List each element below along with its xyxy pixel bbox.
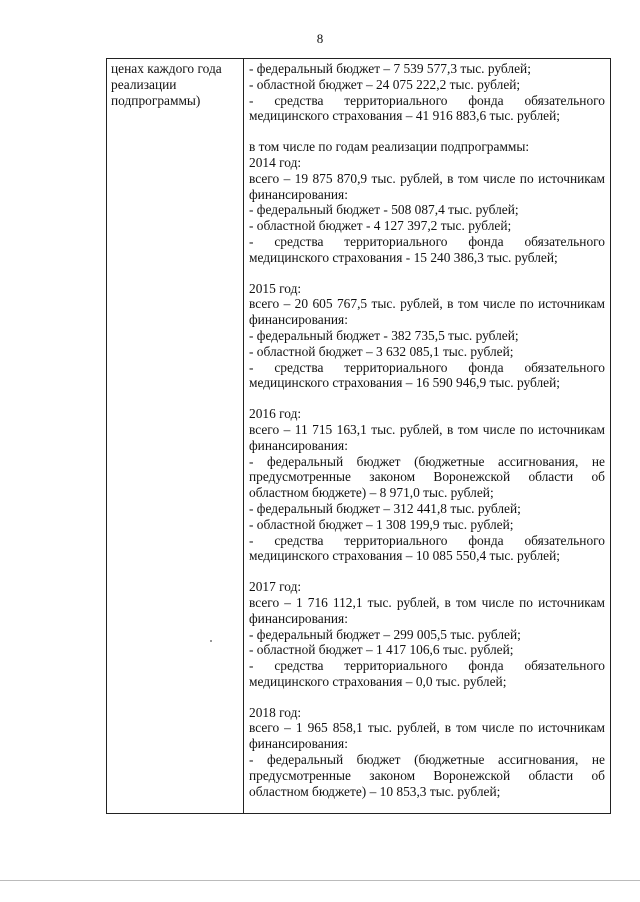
text-line: всего – 19 875 870,9 тыс. рублей, в том числе по источникам bbox=[249, 170, 605, 186]
text-line: финансирования: bbox=[249, 437, 348, 453]
text-line: медицинского страхования – 16 590 946,9 тыс. рублей; bbox=[249, 375, 560, 391]
text-line: - средства территориального фонда обязательного bbox=[249, 233, 605, 249]
text-line: финансирования: bbox=[249, 736, 348, 752]
text-line: 2016 год: bbox=[249, 406, 302, 422]
text-line: - федеральный бюджет (бюджетные ассигнования, не bbox=[249, 453, 605, 469]
table-row bbox=[107, 59, 611, 814]
text-line: предусмотренные законом Воронежской области об bbox=[249, 469, 605, 485]
text-line: - федеральный бюджет (бюджетные ассигнования, не bbox=[249, 752, 605, 768]
year-block bbox=[249, 281, 605, 392]
funding-table bbox=[106, 58, 611, 814]
text-line: - федеральный бюджет – 299 005,5 тыс. рублей; bbox=[249, 626, 521, 642]
year-block bbox=[249, 705, 605, 800]
text-line: - федеральный бюджет - 508 087,4 тыс. рублей; bbox=[249, 202, 519, 218]
text-line: - областной бюджет – 3 632 085,1 тыс. рублей; bbox=[249, 343, 514, 359]
page-number: 8 bbox=[316, 31, 324, 46]
text-line: 2014 год: bbox=[249, 154, 302, 170]
table-cell-label bbox=[107, 59, 244, 814]
text-line: финансирования: bbox=[249, 186, 348, 202]
text-line: - средства территориального фонда обязательного bbox=[249, 532, 605, 548]
text-line: медицинского страхования - 15 240 386,3 тыс. рублей; bbox=[249, 249, 558, 265]
text-line: медицинского страхования – 10 085 550,4 тыс. рублей; bbox=[249, 548, 560, 564]
page-bottom-rule bbox=[0, 880, 640, 881]
text-line: - областной бюджет - 4 127 397,2 тыс. рублей; bbox=[249, 218, 512, 234]
text-line: - средства территориального фонда обязательного bbox=[249, 658, 605, 674]
text-line: всего – 1 716 112,1 тыс. рублей, в том числе по источникам bbox=[249, 594, 605, 610]
table-cell-content bbox=[244, 59, 611, 814]
text-line: предусмотренные законом Воронежской области об bbox=[249, 767, 605, 783]
text-line: - областной бюджет – 24 075 222,2 тыс. рублей; bbox=[249, 76, 521, 92]
text-line: 2017 год: bbox=[249, 579, 302, 595]
text-line: медицинского страхования – 0,0 тыс. рублей; bbox=[249, 673, 507, 689]
text-line: - федеральный бюджет – 7 539 577,3 тыс. рублей; bbox=[249, 61, 531, 76]
label-line: подпрограммы) bbox=[111, 92, 201, 108]
year-block bbox=[249, 406, 605, 564]
years-list bbox=[249, 155, 605, 799]
text-line: - областной бюджет – 1 417 106,6 тыс. рублей; bbox=[249, 642, 514, 658]
year-block bbox=[249, 579, 605, 690]
text-line: - средства территориального фонда обязательного bbox=[249, 359, 605, 375]
text-line: областном бюджете) – 8 971,0 тыс. рублей; bbox=[249, 485, 494, 501]
text-line: всего – 11 715 163,1 тыс. рублей, в том числе по источникам bbox=[249, 421, 605, 437]
funding-summary bbox=[249, 61, 605, 124]
label-line: реализации bbox=[111, 76, 177, 92]
text-line: - средства территориального фонда обязательного bbox=[249, 92, 605, 108]
text-line: областном бюджете) – 10 853,3 тыс. рублей; bbox=[249, 783, 501, 799]
years-section bbox=[249, 139, 605, 799]
text-line: - федеральный бюджет - 382 735,5 тыс. рублей; bbox=[249, 327, 519, 343]
text-line: 2015 год: bbox=[249, 280, 302, 296]
text-line: всего – 20 605 767,5 тыс. рублей, в том числе по источникам bbox=[249, 296, 605, 312]
year-block bbox=[249, 155, 605, 266]
text-line: финансирования: bbox=[249, 610, 348, 626]
text-line: финансирования: bbox=[249, 312, 348, 328]
text-line: всего – 1 965 858,1 тыс. рублей, в том числе по источникам bbox=[249, 720, 605, 736]
text-line: медицинского страхования – 41 916 883,6 тыс. рублей; bbox=[249, 108, 560, 124]
label-line: ценах каждого года bbox=[111, 61, 222, 76]
text-line: 2018 год: bbox=[249, 704, 302, 720]
text-line: - федеральный бюджет – 312 441,8 тыс. рублей; bbox=[249, 500, 521, 516]
years-intro: в том числе по годам реализации подпрограммы: bbox=[249, 139, 530, 155]
scan-speck bbox=[210, 640, 212, 642]
text-line: - областной бюджет – 1 308 199,9 тыс. рублей; bbox=[249, 516, 514, 532]
